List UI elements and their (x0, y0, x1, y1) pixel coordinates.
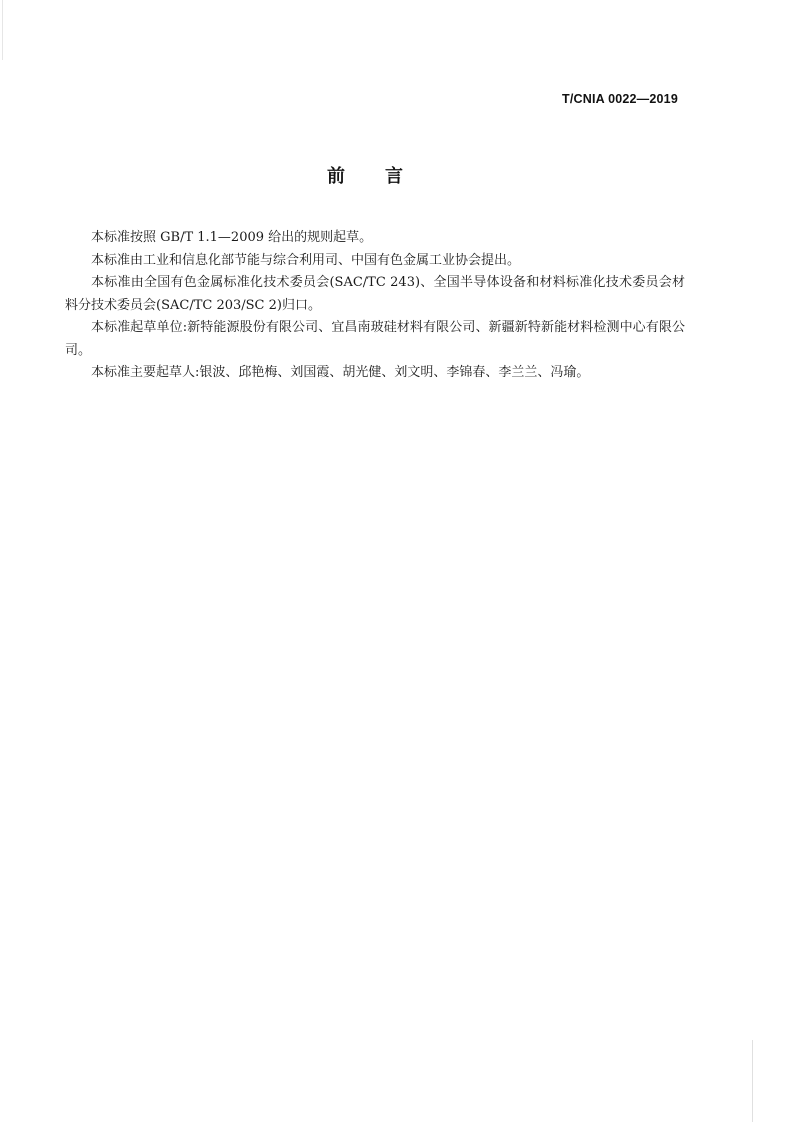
document-code: T/CNIA 0022—2019 (562, 92, 678, 106)
foreword-body (65, 227, 685, 385)
paragraph-drafting-rules: 本标准按照 GB/T 1.1—2009 给出的规则起草。 (91, 230, 373, 245)
section-title-char: 前 (327, 166, 345, 187)
paragraph-drafters: 本标准主要起草人:银波、邱艳梅、刘国霞、胡光健、刘文明、李锦春、李兰兰、冯瑜。 (91, 365, 590, 380)
paragraph-centralized-by: 本标准由全国有色金属标准化技术委员会(SAC/TC 243)、全国半导体设备和材料标准化技术委员会材料分技术委员会(SAC/TC 203/SC 2)归口。 (65, 275, 685, 313)
scan-edge-mark (752, 1040, 753, 1122)
scan-edge-mark (2, 0, 3, 60)
section-title (0, 162, 730, 188)
paragraph-drafting-units: 本标准起草单位:新特能源股份有限公司、宜昌南玻硅材料有限公司、新疆新特新能材料检测中心有限公司。 (65, 320, 685, 358)
paragraph-proposed-by: 本标准由工业和信息化部节能与综合利用司、中国有色金属工业协会提出。 (91, 252, 521, 268)
section-title-char: 言 (385, 166, 403, 187)
